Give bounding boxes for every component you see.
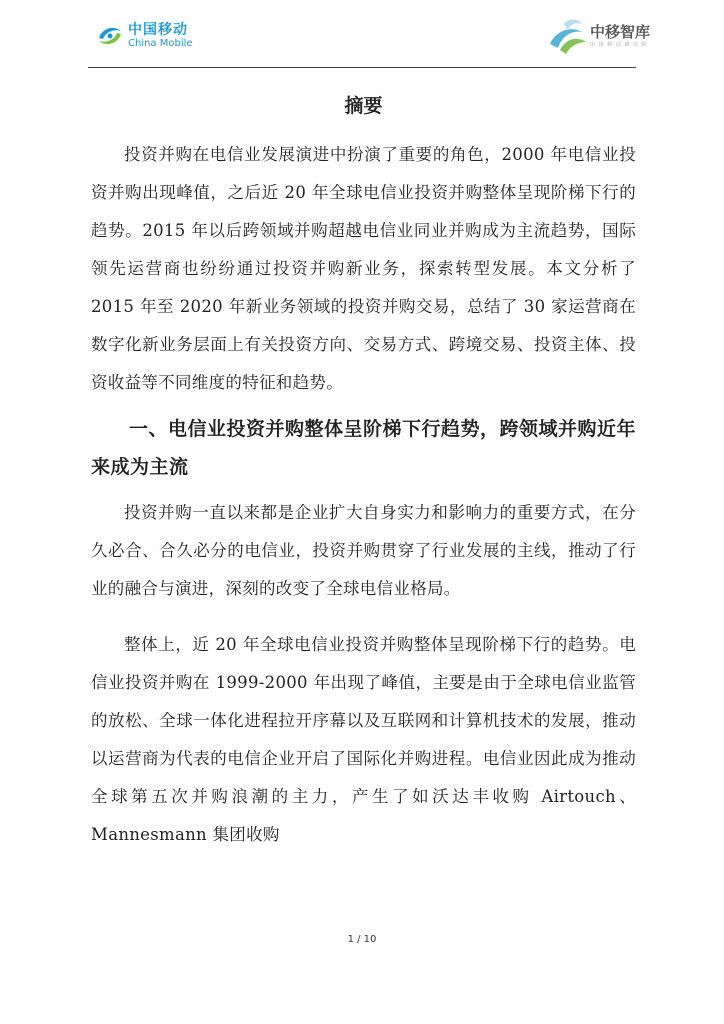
section-1-paragraph-1: 投资并购一直以来都是企业扩大自身实力和影响力的重要方式，在分久必合、合久必分的电信业，投资并购贯穿了行业发展的主线，推动了行业的融合与演进，深刻的改变了全球电信业格局。 [91,503,636,598]
section-1-heading: 一、电信业投资并购整体呈阶梯下行趋势，跨领域并购近年来成为主流 [91,418,637,478]
section-1-paragraph-2: 整体上，近 20 年全球电信业投资并购整体呈现阶梯下行的趋势。电信业投资并购在 1999-2000 年出现了峰值，主要是由于全球电信业监管的放松、全球一体化进程拉开序幕以及互联网和计算机技术的发展，推动以运营商为代表的电信企业开启了国际化并购进程。电信业因此成为推动全球第五次并购浪潮的主力，产生了如沃达丰收购 Airtouch、Mannesmann 集团收购 [91,635,636,844]
cmri-logo-subtitle: 中 国 移 动 研 究 院 [589,41,648,48]
abstract-paragraph: 投资并购在电信业发展演进中扮演了重要的角色，2000 年电信业投资并购出现峰值，之后近 20 年全球电信业投资并购整体呈现阶梯下行的趋势。2015 年以后跨领域并购超越电信业同业并购成为主流趋势，国际领先运营商也纷纷通过投资并购新业务，探索转型发展。本文分析了 2015 年至 2020 年新业务领域的投资并购交易，总结了 30 家运营商在数字化新业务层面上有关投资方向、交易方式、跨境交易、投资主体、投资收益等不同维度的特征和趋势。 [91,145,636,392]
china-mobile-logo-icon [96,22,124,50]
header-divider [88,67,636,68]
cmri-logo-cn: 中移智库 [589,22,650,41]
china-mobile-logo [96,22,193,50]
page-title: 摘要 [344,95,383,117]
china-mobile-logo-cn: 中国移动 [128,22,188,38]
china-mobile-logo-en: China Mobile [128,38,193,49]
document-body [91,88,636,854]
cmri-think-tank-logo-icon [546,16,588,56]
page-number: 1 / 10 [347,934,377,945]
page-header [0,0,724,70]
cmri-think-tank-logo [546,16,650,56]
